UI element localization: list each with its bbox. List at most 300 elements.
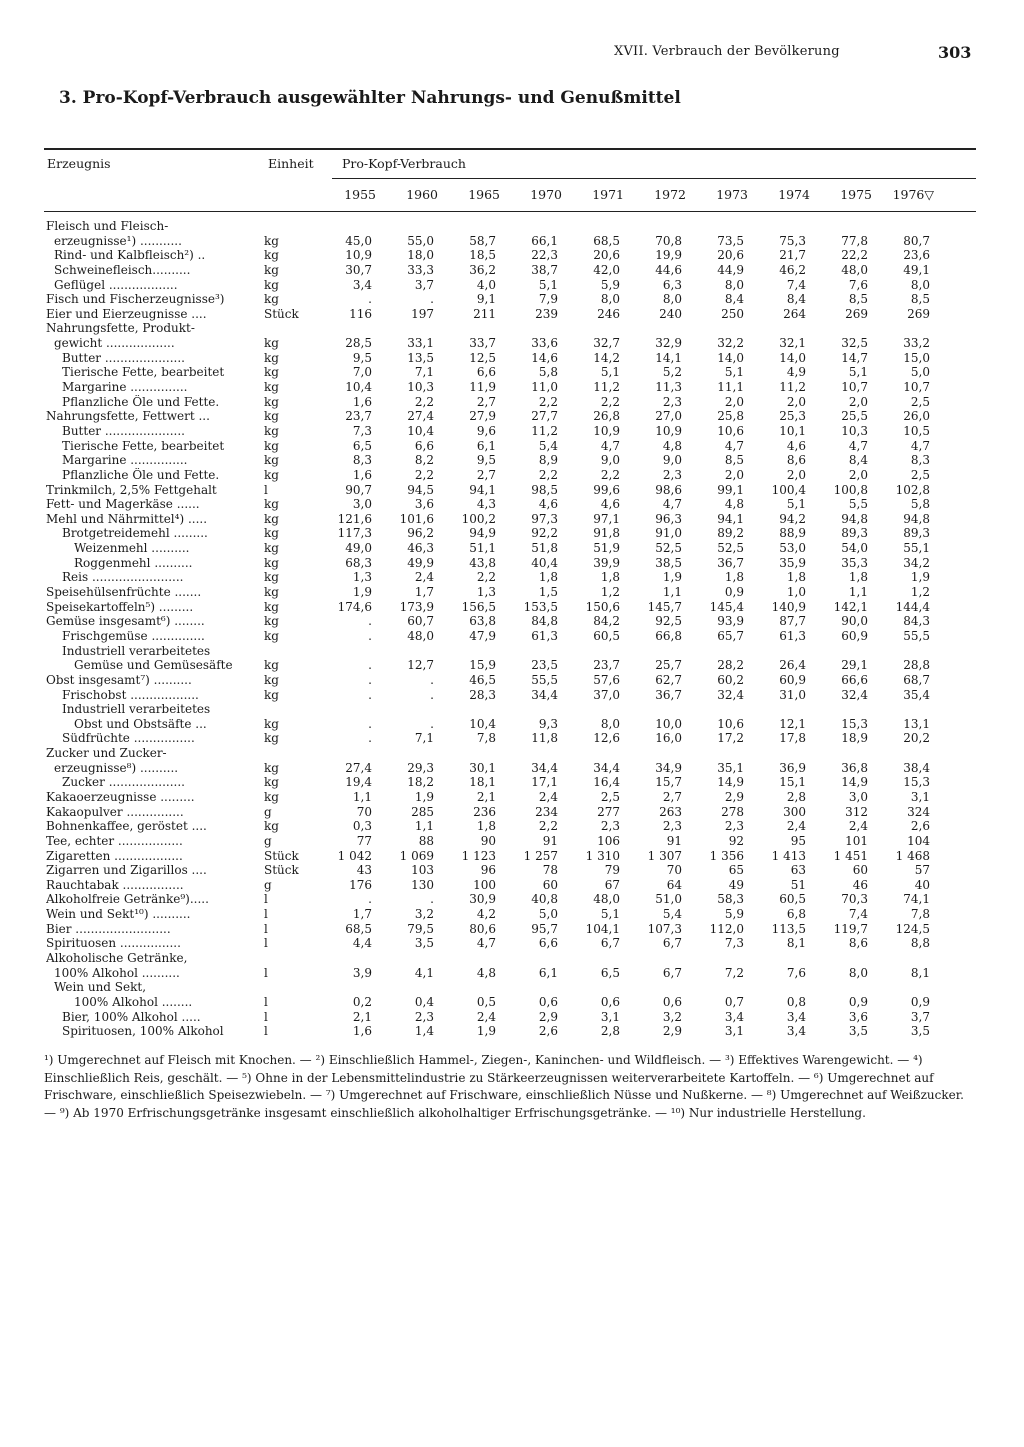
row-value: 4,8 xyxy=(476,965,496,980)
row-value: 1,9 xyxy=(414,789,434,804)
row-value: 5,1 xyxy=(848,365,868,380)
table-row xyxy=(46,746,946,761)
row-value: 51,1 xyxy=(469,541,496,556)
row-value: 117,3 xyxy=(337,526,372,541)
row-value: 34,4 xyxy=(531,760,558,775)
row-value: 10,5 xyxy=(903,423,930,438)
row-value: 9,0 xyxy=(662,453,682,468)
row-value: 67 xyxy=(604,877,620,892)
row-value: 2,3 xyxy=(414,1009,434,1024)
row-value: 23,7 xyxy=(345,409,372,424)
row-value: 5,1 xyxy=(600,365,620,380)
table-row xyxy=(46,907,946,922)
row-label: Tierische Fette, bearbeitet xyxy=(62,438,225,453)
row-value: 68,7 xyxy=(903,672,930,687)
row-value: 100,4 xyxy=(771,482,806,497)
row-value: 11,3 xyxy=(655,380,682,395)
row-value: 70 xyxy=(356,804,372,819)
row-label: Obst insgesamt⁷) .......... xyxy=(46,672,192,687)
row-value: 101,6 xyxy=(399,511,434,526)
row-value: 5,2 xyxy=(662,365,682,380)
row-value: 58,7 xyxy=(469,233,496,248)
row-value: 5,8 xyxy=(910,497,930,512)
table-row xyxy=(46,775,946,790)
row-unit: kg xyxy=(264,365,279,380)
row-label: Brotgetreidemehl ......... xyxy=(62,526,208,541)
row-value: 1,2 xyxy=(910,585,930,600)
row-value: 17,2 xyxy=(717,731,744,746)
row-unit: kg xyxy=(264,453,279,468)
table-row xyxy=(46,453,946,468)
row-value: 6,1 xyxy=(476,438,496,453)
running-head: XVII. Verbrauch der Bevölkerung xyxy=(614,44,840,59)
row-value: 12,1 xyxy=(779,716,806,731)
header-group-rule xyxy=(332,178,976,179)
row-label: 100% Alkohol .......... xyxy=(54,965,180,980)
row-unit: kg xyxy=(264,233,279,248)
row-value: 36,8 xyxy=(841,760,868,775)
table-row xyxy=(46,995,946,1010)
row-value: 156,5 xyxy=(461,599,496,614)
row-value: 95 xyxy=(790,833,806,848)
row-unit: l xyxy=(264,965,268,980)
row-value: 29,3 xyxy=(407,760,434,775)
row-value: 32,7 xyxy=(593,336,620,351)
row-label: Weizenmehl .......... xyxy=(74,541,190,556)
row-value: 60,5 xyxy=(779,892,806,907)
row-value: 13,1 xyxy=(903,716,930,731)
row-value: 88,9 xyxy=(779,526,806,541)
row-value: 113,5 xyxy=(771,921,806,936)
row-value: 18,9 xyxy=(841,731,868,746)
row-value: 10,3 xyxy=(841,423,868,438)
footnote: ⁷) Umgerechnet auf Frischware, einschließlich Nüsse und Nußkerne. — xyxy=(325,1088,763,1102)
row-value: 2,8 xyxy=(786,789,806,804)
row-value: 153,5 xyxy=(523,599,558,614)
row-value: 1,6 xyxy=(352,467,372,482)
row-label: Wein und Sekt¹⁰) .......... xyxy=(46,907,191,922)
row-value: 22,3 xyxy=(531,248,558,263)
row-value: 14,0 xyxy=(717,350,744,365)
row-value: 2,3 xyxy=(662,394,682,409)
row-value: 47,9 xyxy=(469,628,496,643)
row-value: 1,9 xyxy=(476,1024,496,1039)
row-value: 8,2 xyxy=(414,453,434,468)
row-value: 1 307 xyxy=(647,848,682,863)
row-label: Geflügel .................. xyxy=(54,277,178,292)
row-value: 10,4 xyxy=(469,716,496,731)
row-unit: kg xyxy=(264,658,279,673)
row-value: 1,8 xyxy=(848,570,868,585)
row-value: 7,8 xyxy=(476,731,496,746)
row-value: 18,1 xyxy=(469,775,496,790)
table-row xyxy=(46,731,946,746)
page-number: 303 xyxy=(938,43,972,62)
row-value: 20,6 xyxy=(717,248,744,263)
row-value: 7,0 xyxy=(352,365,372,380)
row-value: 9,5 xyxy=(476,453,496,468)
row-value: 25,3 xyxy=(779,409,806,424)
row-value: 54,0 xyxy=(841,541,868,556)
row-value: 60 xyxy=(852,863,868,878)
table-row xyxy=(46,863,946,878)
row-value: 263 xyxy=(659,804,682,819)
row-value: 112,0 xyxy=(709,921,744,936)
row-unit: kg xyxy=(264,409,279,424)
table-row xyxy=(46,644,946,659)
table-row xyxy=(46,248,946,263)
table-row xyxy=(46,805,946,820)
row-value: 11,1 xyxy=(717,380,744,395)
row-value: 6,1 xyxy=(538,965,558,980)
year-header: 1976▽ xyxy=(892,187,934,202)
table-row xyxy=(46,951,946,966)
row-value: 269 xyxy=(845,306,868,321)
row-value: 140,9 xyxy=(771,599,806,614)
row-value: 5,8 xyxy=(538,365,558,380)
row-value: 4,7 xyxy=(476,936,496,951)
footnote: ¹) Umgerechnet auf Fleisch mit Knochen. — xyxy=(44,1053,312,1067)
row-value: 27,4 xyxy=(345,760,372,775)
row-value: 19,9 xyxy=(655,248,682,263)
row-value: 9,3 xyxy=(538,716,558,731)
row-value: 92 xyxy=(728,833,744,848)
row-label: Bier ......................... xyxy=(46,921,171,936)
row-value: 4,2 xyxy=(476,907,496,922)
row-value: 2,2 xyxy=(538,819,558,834)
year-header: 1971 xyxy=(592,187,624,202)
row-value: 16,0 xyxy=(655,731,682,746)
row-value: 9,1 xyxy=(476,292,496,307)
row-value: 2,1 xyxy=(352,1009,372,1024)
row-value: 4,3 xyxy=(476,497,496,512)
row-value: 52,5 xyxy=(655,541,682,556)
row-value: 10,1 xyxy=(779,423,806,438)
row-value: 18,2 xyxy=(407,775,434,790)
row-value: 7,6 xyxy=(786,965,806,980)
row-value: 3,0 xyxy=(848,789,868,804)
table-row xyxy=(46,556,946,571)
table-row xyxy=(46,278,946,293)
row-value: 52,5 xyxy=(717,541,744,556)
row-value: 14,6 xyxy=(531,350,558,365)
row-unit: kg xyxy=(264,760,279,775)
row-value: 8,0 xyxy=(910,277,930,292)
row-value: 0,9 xyxy=(724,585,744,600)
row-value: 51 xyxy=(790,877,806,892)
table-row xyxy=(46,321,946,336)
row-value: 88 xyxy=(418,833,434,848)
row-value: 1 123 xyxy=(461,848,496,863)
year-header: 1973 xyxy=(716,187,748,202)
row-unit: kg xyxy=(264,555,279,570)
row-value: 1,5 xyxy=(538,585,558,600)
row-label: Reis ........................ xyxy=(62,570,184,585)
row-value: 89,3 xyxy=(903,526,930,541)
row-value: 12,7 xyxy=(407,658,434,673)
row-value: 4,0 xyxy=(476,277,496,292)
row-value: 2,0 xyxy=(724,467,744,482)
row-value: 43,8 xyxy=(469,555,496,570)
row-value: 6,7 xyxy=(600,936,620,951)
row-value: 124,5 xyxy=(895,921,930,936)
row-value: 5,0 xyxy=(910,365,930,380)
row-value: 8,4 xyxy=(724,292,744,307)
row-value: 2,8 xyxy=(600,1024,620,1039)
row-value: 20,6 xyxy=(593,248,620,263)
row-value: 15,9 xyxy=(469,658,496,673)
row-label: Margarine ............... xyxy=(62,453,188,468)
row-value: 27,4 xyxy=(407,409,434,424)
row-value: 23,7 xyxy=(593,658,620,673)
year-header: 1960 xyxy=(406,187,438,202)
row-label: Rauchtabak ................ xyxy=(46,877,184,892)
row-value: 10,9 xyxy=(655,423,682,438)
row-value: 96,2 xyxy=(407,526,434,541)
row-value: 2,7 xyxy=(476,467,496,482)
row-unit: kg xyxy=(264,731,279,746)
row-label: Schweinefleisch.......... xyxy=(54,262,191,277)
row-value: 2,7 xyxy=(662,789,682,804)
row-value: 43 xyxy=(356,863,372,878)
row-value: 8,0 xyxy=(724,277,744,292)
row-unit: Stück xyxy=(264,863,299,878)
row-label: Pflanzliche Öle und Fette. xyxy=(62,394,220,409)
row-value: 2,9 xyxy=(662,1024,682,1039)
row-value: 84,8 xyxy=(531,614,558,629)
row-value: 8,1 xyxy=(786,936,806,951)
row-label: Wein und Sekt, xyxy=(54,980,147,995)
row-label: Nahrungsfette, Fettwert ... xyxy=(46,409,210,424)
row-value: 240 xyxy=(659,306,682,321)
row-value: 55,5 xyxy=(531,672,558,687)
row-value: 324 xyxy=(907,804,930,819)
row-value: 2,2 xyxy=(414,467,434,482)
row-value: 10,0 xyxy=(655,716,682,731)
row-value: 14,9 xyxy=(717,775,744,790)
row-value: 23,5 xyxy=(531,658,558,673)
row-value: 2,3 xyxy=(662,467,682,482)
row-value: 211 xyxy=(473,306,496,321)
row-value: 1,9 xyxy=(910,570,930,585)
row-value: 3,5 xyxy=(910,1024,930,1039)
row-value: 100 xyxy=(473,877,496,892)
row-value: 6,7 xyxy=(662,965,682,980)
row-value: 26,8 xyxy=(593,409,620,424)
row-value: 5,1 xyxy=(724,365,744,380)
row-value: 2,9 xyxy=(538,1009,558,1024)
row-value: 3,6 xyxy=(414,497,434,512)
row-value: 3,4 xyxy=(786,1024,806,1039)
row-value: 8,0 xyxy=(848,965,868,980)
row-label: erzeugnisse⁸) .......... xyxy=(54,760,179,775)
row-unit: kg xyxy=(264,628,279,643)
row-value: 15,3 xyxy=(841,716,868,731)
row-value: . xyxy=(368,672,372,687)
row-value: 32,1 xyxy=(779,336,806,351)
row-value: 32,2 xyxy=(717,336,744,351)
row-unit: kg xyxy=(264,672,279,687)
row-label: Tierische Fette, bearbeitet xyxy=(62,365,225,380)
row-value: 0,7 xyxy=(724,994,744,1009)
row-unit: kg xyxy=(264,614,279,629)
row-value: 3,6 xyxy=(848,1009,868,1024)
row-value: 1,7 xyxy=(352,907,372,922)
row-value: 60,9 xyxy=(779,672,806,687)
row-value: 19,4 xyxy=(345,775,372,790)
row-value: 145,7 xyxy=(647,599,682,614)
row-unit: l xyxy=(264,482,268,497)
table-row xyxy=(46,292,946,307)
row-value: 1,3 xyxy=(352,570,372,585)
row-value: 239 xyxy=(535,306,558,321)
row-value: 33,3 xyxy=(407,262,434,277)
row-label: Butter ..................... xyxy=(62,423,185,438)
table-row xyxy=(46,365,946,380)
row-value: 77,8 xyxy=(841,233,868,248)
row-value: 6,5 xyxy=(600,965,620,980)
row-value: 68,5 xyxy=(593,233,620,248)
row-value: 3,4 xyxy=(352,277,372,292)
row-label: Speisehülsenfrüchte ....... xyxy=(46,585,202,600)
row-value: 1 069 xyxy=(399,848,434,863)
row-value: 65 xyxy=(728,863,744,878)
row-value: 46,3 xyxy=(407,541,434,556)
row-value: 7,3 xyxy=(352,423,372,438)
row-value: 32,4 xyxy=(717,687,744,702)
row-label: Frischgemüse .............. xyxy=(62,628,205,643)
row-value: 6,7 xyxy=(662,936,682,951)
table-row xyxy=(46,936,946,951)
row-value: 5,1 xyxy=(538,277,558,292)
row-value: 91 xyxy=(666,833,682,848)
table-row xyxy=(46,395,946,410)
header-bottom-rule xyxy=(44,211,976,212)
row-label: Bohnenkaffee, geröstet .... xyxy=(46,819,207,834)
row-value: 277 xyxy=(597,804,620,819)
row-value: 2,4 xyxy=(538,789,558,804)
row-value: 0,6 xyxy=(600,994,620,1009)
row-value: 97,3 xyxy=(531,511,558,526)
row-value: 4,4 xyxy=(352,936,372,951)
table-row xyxy=(46,878,946,893)
row-value: 51,9 xyxy=(593,541,620,556)
row-value: 1,8 xyxy=(476,819,496,834)
row-value: 94,1 xyxy=(717,511,744,526)
row-value: 25,7 xyxy=(655,658,682,673)
row-value: 2,7 xyxy=(476,394,496,409)
row-value: 285 xyxy=(411,804,434,819)
row-unit: g xyxy=(264,804,272,819)
row-label: Kakaopulver ............... xyxy=(46,804,184,819)
row-value: 1,6 xyxy=(352,394,372,409)
row-value: 2,0 xyxy=(848,467,868,482)
row-value: 3,2 xyxy=(414,907,434,922)
row-value: 32,9 xyxy=(655,336,682,351)
row-value: 36,2 xyxy=(469,262,496,277)
row-unit: l xyxy=(264,1024,268,1039)
table-row xyxy=(46,585,946,600)
row-value: 46,2 xyxy=(779,262,806,277)
row-value: 10,6 xyxy=(717,423,744,438)
row-value: 0,9 xyxy=(848,994,868,1009)
row-label: Mehl und Nährmittel⁴) ..... xyxy=(46,511,208,526)
row-value: 11,9 xyxy=(469,380,496,395)
row-value: 2,3 xyxy=(600,819,620,834)
table-row xyxy=(46,966,946,981)
row-value: 2,2 xyxy=(476,570,496,585)
row-value: 80,6 xyxy=(469,921,496,936)
row-unit: kg xyxy=(264,336,279,351)
row-value: 3,5 xyxy=(848,1024,868,1039)
row-value: 104,1 xyxy=(585,921,620,936)
row-value: 66,6 xyxy=(841,672,868,687)
table-row xyxy=(46,263,946,278)
row-value: 250 xyxy=(721,306,744,321)
row-value: . xyxy=(368,731,372,746)
row-unit: l xyxy=(264,892,268,907)
row-value: 1 310 xyxy=(585,848,620,863)
row-value: 7,9 xyxy=(538,292,558,307)
row-value: 1,8 xyxy=(724,570,744,585)
row-value: 1,8 xyxy=(538,570,558,585)
table-row xyxy=(46,717,946,732)
row-unit: kg xyxy=(264,438,279,453)
row-value: 49,1 xyxy=(903,262,930,277)
row-value: 99,6 xyxy=(593,482,620,497)
row-value: 14,1 xyxy=(655,350,682,365)
row-value: 100,8 xyxy=(833,482,868,497)
row-value: 28,5 xyxy=(345,336,372,351)
row-value: 49,0 xyxy=(345,541,372,556)
row-value: 92,2 xyxy=(531,526,558,541)
row-value: 53,0 xyxy=(779,541,806,556)
row-value: 5,4 xyxy=(538,438,558,453)
row-value: 7,2 xyxy=(724,965,744,980)
row-value: 94,8 xyxy=(903,511,930,526)
row-value: 7,4 xyxy=(786,277,806,292)
year-header: 1974 xyxy=(778,187,810,202)
row-value: 26,4 xyxy=(779,658,806,673)
table-row xyxy=(46,1010,946,1025)
row-value: 73,5 xyxy=(717,233,744,248)
row-label: Eier und Eierzeugnisse .... xyxy=(46,306,207,321)
row-value: 3,7 xyxy=(414,277,434,292)
row-value: 57 xyxy=(914,863,930,878)
row-value: 4,7 xyxy=(910,438,930,453)
row-value: 1 413 xyxy=(771,848,806,863)
row-value: 40,8 xyxy=(531,892,558,907)
footnote: ⁵) Ohne in der Lebensmittelindustrie zu Stärkeerzeugnissen weiterverarbeitete Kartoffeln. — xyxy=(242,1070,811,1085)
row-value: 61,3 xyxy=(531,628,558,643)
row-value: 35,3 xyxy=(841,555,868,570)
table-row xyxy=(46,980,946,995)
row-value: 91,0 xyxy=(655,526,682,541)
table-row xyxy=(46,600,946,615)
row-value: 2,5 xyxy=(910,467,930,482)
row-value: 60 xyxy=(542,877,558,892)
row-value: 40,4 xyxy=(531,555,558,570)
row-unit: kg xyxy=(264,687,279,702)
row-value: 4,6 xyxy=(786,438,806,453)
row-unit: kg xyxy=(264,511,279,526)
row-value: 8,0 xyxy=(600,292,620,307)
row-value: 30,1 xyxy=(469,760,496,775)
row-value: 5,0 xyxy=(538,907,558,922)
row-label: Südfrüchte ................ xyxy=(62,731,195,746)
row-value: 2,2 xyxy=(538,467,558,482)
row-value: 0,6 xyxy=(662,994,682,1009)
